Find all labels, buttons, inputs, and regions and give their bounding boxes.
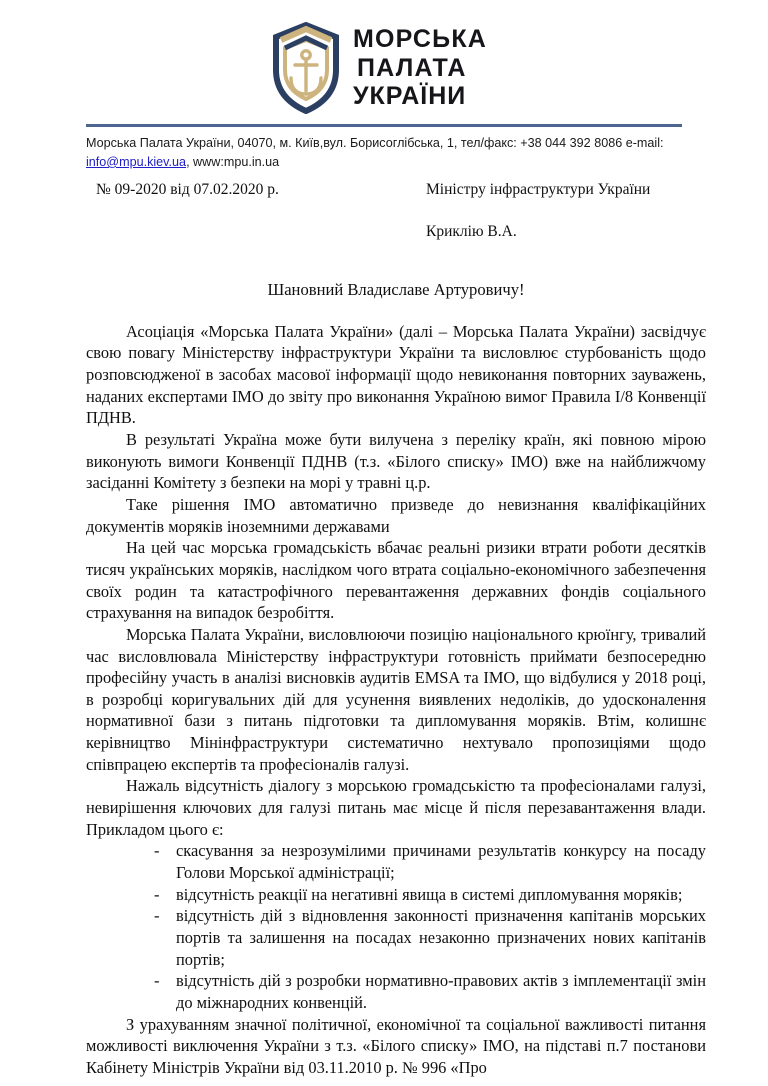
letter-body: [86, 279, 706, 1079]
paragraph: На цей час морська громадськість вбачає реальні ризики втрати роботи десятків тисяч українських моряків, наслідком чого втрата соціально-економічного забезпечення своїх родин та катастрофічного перевантаження державних фондів соціального страхування на випадок безробіття.: [86, 538, 706, 623]
examples-list: [86, 840, 706, 1013]
contact-email-link[interactable]: info@mpu.kiev.ua: [86, 154, 187, 169]
reference-row: [96, 181, 682, 241]
shield-anchor-logo-icon: [273, 22, 339, 114]
letterhead-divider: [86, 124, 682, 127]
logo-word-3: УКРАЇНИ: [352, 82, 467, 111]
logo-word-2: ПАЛАТА: [356, 53, 467, 82]
letterhead: [0, 0, 768, 114]
paragraph: Морська Палата України, висловлюючи позицію національного крюїнгу, тривалий час висловлювала Міністерству інфраструктури готовність приймати безпосередню професійну участь в аналізі висновків аудитів EMSA та IMO, що відбулися у 2018 році, в розробці коригувальних дій для усунення виявлених недоліків, до удосконалення нормативної бази з питань підготовки та дипломування моряків. Втім, колишнє керівництво Мінінфраструктури систематично нехтувало пропозиціями щодо співпрацею експертів та професіоналів галузі.: [86, 624, 706, 774]
closing-paragraph: З урахуванням значної політичної, економічної та соціальної важливості питання можливості виключення України з т.з. «Білого списку» ІМО, на підставі п.7 постанови Кабінету Міністрів України від 03.11.2010 р. № 996 «Про: [86, 1014, 706, 1077]
list-item: - відсутність дій з розробки нормативно-правових актів з імплементації змін до міжнародних конвенцій.: [150, 970, 706, 1013]
list-item: - скасування за незрозумілими причинами результатів конкурсу на посаду Голови Морської адміністрації;: [150, 840, 706, 883]
logo-word-1: МОРСЬКА: [352, 25, 488, 54]
addressee-block: [426, 181, 682, 241]
list-item: - відсутність реакції на негативні явища в системі дипломування моряків;: [150, 884, 706, 906]
addressee-name: Криклію В.А.: [426, 222, 517, 240]
contact-website-text: , www:mpu.in.ua: [186, 154, 280, 169]
contact-line: [86, 134, 682, 172]
paragraph: Асоціація «Морська Палата України» (далі – Морська Палата України) засвідчує свою повагу Міністерству інфраструктури України та висловлює стурбованість щодо розповсюдженої в засобах масової інформації щодо невиконання повторних зауважень, наданих експертами ІМО до звіту про виконання Україною вимог Правила I/8 Конвенції ПДНВ.: [86, 321, 706, 428]
paragraph: Таке рішення ІМО автоматично призведе до невизнання кваліфікаційних документів моряків іноземними державами: [86, 494, 706, 536]
paragraph: В результаті Україна може бути вилучена з переліку країн, які повною мірою виконують вимоги Конвенції ПДНВ (т.з. «Білого списку» ІМО) вже на найближчому засіданні Комітету з безпеки на морі у травні ц.р.: [86, 429, 706, 493]
contact-address-text: Морська Палата України, 04070, м. Київ,вул. Борисоглібська, 1, тел/факс: +38 044 392 8086 e-mail:: [86, 136, 664, 150]
list-item: - відсутність дій з відновлення законності призначення капітанів морських портів та залишення на посадах незаконно призначених нових капітанів портів;: [150, 905, 706, 970]
addressee-title: Міністру інфраструктури України: [426, 180, 651, 198]
organization-logo: [273, 22, 487, 114]
salutation: Шановний Владиславе Артуровичу!: [267, 279, 525, 299]
document-reference-number: № 09-2020 від 07.02.2020 р.: [96, 180, 279, 198]
paragraph: Нажаль відсутність діалогу з морською громадськістю та професіоналами галузі, невирішення ключових для галузі питань має місце й після перезавантаження влади. Прикладом цього є:: [86, 776, 706, 839]
logo-wordmark: [353, 25, 487, 111]
